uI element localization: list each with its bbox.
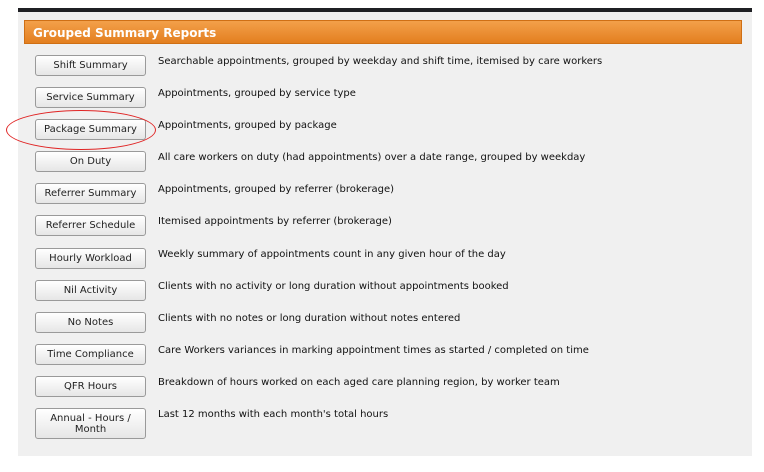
nil-activity-button[interactable]: Nil Activity (35, 280, 146, 301)
time-compliance-button[interactable]: Time Compliance (35, 344, 146, 365)
report-description: Care Workers variances in marking appointment times as started / completed on time (158, 345, 589, 356)
report-description: Appointments, grouped by referrer (brokerage) (158, 184, 395, 195)
qfr-hours-button[interactable]: QFR Hours (35, 376, 146, 397)
report-description: Last 12 months with each month's total hours (158, 409, 389, 420)
grouped-summary-panel (18, 12, 752, 456)
report-description: Appointments, grouped by service type (158, 88, 356, 99)
on-duty-button[interactable]: On Duty (35, 151, 146, 172)
hourly-workload-button[interactable]: Hourly Workload (35, 248, 146, 269)
panel-header: Grouped Summary Reports (24, 20, 742, 44)
referrer-summary-button[interactable]: Referrer Summary (35, 183, 146, 204)
no-notes-button[interactable]: No Notes (35, 312, 146, 333)
service-summary-button[interactable]: Service Summary (35, 87, 146, 108)
report-description: Clients with no activity or long duration without appointments booked (158, 281, 509, 292)
report-description: Clients with no notes or long duration without notes entered (158, 313, 461, 324)
shift-summary-button[interactable]: Shift Summary (35, 55, 146, 76)
report-description: Appointments, grouped by package (158, 120, 337, 131)
report-description: Breakdown of hours worked on each aged care planning region, by worker team (158, 377, 560, 388)
report-description: Searchable appointments, grouped by weekday and shift time, itemised by care workers (158, 56, 603, 67)
report-description: All care workers on duty (had appointments) over a date range, grouped by weekday (158, 152, 586, 163)
report-description: Weekly summary of appointments count in any given hour of the day (158, 249, 506, 260)
package-summary-button[interactable]: Package Summary (35, 119, 146, 140)
referrer-schedule-button[interactable]: Referrer Schedule (35, 215, 146, 236)
report-description: Itemised appointments by referrer (brokerage) (158, 216, 392, 227)
annual-hours-month-button[interactable]: Annual - Hours / Month (35, 408, 146, 439)
